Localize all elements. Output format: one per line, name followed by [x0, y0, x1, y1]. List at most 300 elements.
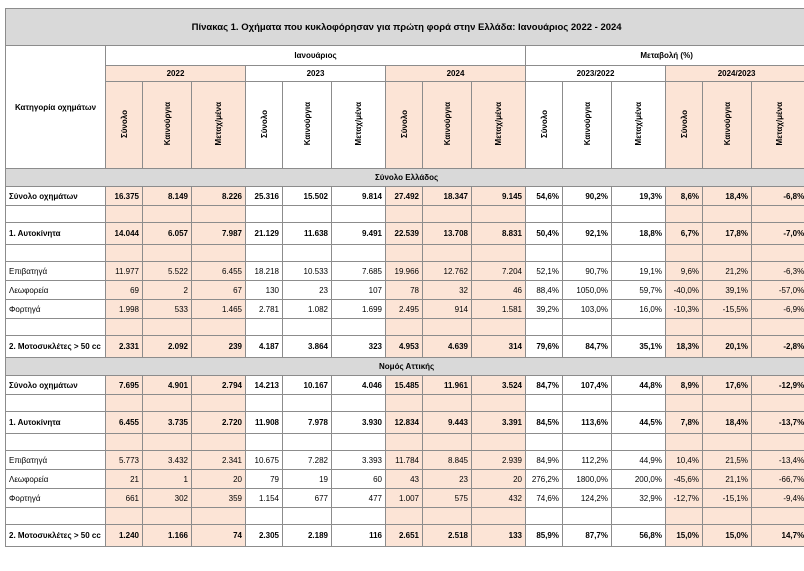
- empty-cell: [752, 395, 804, 412]
- empty-cell: [192, 319, 246, 336]
- value-cell: 2.651: [386, 525, 423, 547]
- value-cell: 116: [332, 525, 386, 547]
- value-cell: 3.432: [143, 451, 192, 470]
- empty-cell: [752, 434, 804, 451]
- value-cell: 4.901: [143, 376, 192, 395]
- value-cell: 11.908: [246, 412, 283, 434]
- value-cell: 130: [246, 281, 283, 300]
- value-cell: 20: [472, 470, 526, 489]
- change-header-2024-2023: 2024/2023: [666, 66, 804, 82]
- empty-cell: [106, 434, 143, 451]
- empty-cell: [106, 319, 143, 336]
- row-label: 1. Αυτοκίνητα: [6, 412, 106, 434]
- empty-cell: [526, 395, 563, 412]
- vehicle-registrations-table-sheet: [5, 8, 804, 547]
- value-cell: -40,0%: [666, 281, 703, 300]
- subheader-used-2024: [472, 82, 526, 169]
- table-row: [6, 451, 804, 470]
- empty-cell: [332, 245, 386, 262]
- value-cell: 200,0%: [612, 470, 666, 489]
- subheader-new-2023: [283, 82, 332, 169]
- value-cell: 3.391: [472, 412, 526, 434]
- row-label: Σύνολο οχημάτων: [6, 376, 106, 395]
- empty-cell: [752, 508, 804, 525]
- subheader-label: Σύνολο: [399, 109, 409, 139]
- empty-cell: [246, 395, 283, 412]
- value-cell: 88,4%: [526, 281, 563, 300]
- value-cell: -7,0%: [752, 223, 804, 245]
- value-cell: 4.953: [386, 336, 423, 358]
- empty-cell: [106, 508, 143, 525]
- value-cell: 2.189: [283, 525, 332, 547]
- change-header-2023-2022: 2023/2022: [526, 66, 666, 82]
- value-cell: 87,7%: [563, 525, 612, 547]
- value-cell: 477: [332, 489, 386, 508]
- subheader-total-change-2024-2023: [666, 82, 703, 169]
- empty-cell: [106, 395, 143, 412]
- value-cell: 2: [143, 281, 192, 300]
- section-header: Νομός Αττικής: [6, 358, 804, 376]
- spacer-row: [6, 395, 804, 412]
- empty-cell: [612, 508, 666, 525]
- subheader-total-2023: [246, 82, 283, 169]
- value-cell: 10,4%: [666, 451, 703, 470]
- empty-cell: [143, 206, 192, 223]
- empty-cell: [386, 508, 423, 525]
- subheader-new-change-2024-2023: [703, 82, 752, 169]
- value-cell: 54,6%: [526, 187, 563, 206]
- value-cell: 276,2%: [526, 470, 563, 489]
- spacer-row: [6, 206, 804, 223]
- value-cell: 60: [332, 470, 386, 489]
- value-cell: -10,3%: [666, 300, 703, 319]
- value-cell: 19,3%: [612, 187, 666, 206]
- value-cell: 11.961: [423, 376, 472, 395]
- empty-cell: [612, 319, 666, 336]
- table-row: [6, 281, 804, 300]
- value-cell: 90,7%: [563, 262, 612, 281]
- empty-cell: [423, 395, 472, 412]
- subheader-new-2024: [423, 82, 472, 169]
- subheader-used-change-2023-2022: [612, 82, 666, 169]
- year-header-2024: 2024: [386, 66, 526, 82]
- subheader-label: Καινούργια: [722, 102, 732, 146]
- empty-cell: [283, 434, 332, 451]
- value-cell: 17,8%: [703, 223, 752, 245]
- value-cell: 9.443: [423, 412, 472, 434]
- value-cell: 84,9%: [526, 451, 563, 470]
- row-label: 2. Μοτοσυκλέτες > 50 cc: [6, 525, 106, 547]
- empty-cell: [246, 245, 283, 262]
- empty-cell: [526, 319, 563, 336]
- empty-cell: [563, 319, 612, 336]
- value-cell: 2.781: [246, 300, 283, 319]
- subheader-label: Καινούργια: [582, 102, 592, 146]
- value-cell: 2.495: [386, 300, 423, 319]
- value-cell: 11.638: [283, 223, 332, 245]
- value-cell: 6.455: [192, 262, 246, 281]
- table-row: [6, 525, 804, 547]
- empty-cell: [752, 319, 804, 336]
- table-row: [6, 262, 804, 281]
- value-cell: 2.518: [423, 525, 472, 547]
- empty-cell: [332, 508, 386, 525]
- empty-cell: [332, 206, 386, 223]
- empty-cell: [612, 395, 666, 412]
- empty-cell: [423, 245, 472, 262]
- value-cell: 8,6%: [666, 187, 703, 206]
- value-cell: 3.735: [143, 412, 192, 434]
- table-row: [6, 336, 804, 358]
- year-header-2023: 2023: [246, 66, 386, 82]
- empty-cell: [703, 245, 752, 262]
- subheader-used-2023: [332, 82, 386, 169]
- value-cell: 3.393: [332, 451, 386, 470]
- empty-cell: [246, 319, 283, 336]
- empty-cell: [666, 319, 703, 336]
- empty-cell: [666, 206, 703, 223]
- value-cell: 15,0%: [666, 525, 703, 547]
- value-cell: 69: [106, 281, 143, 300]
- value-cell: 2.720: [192, 412, 246, 434]
- value-cell: 124,2%: [563, 489, 612, 508]
- value-cell: 10.533: [283, 262, 332, 281]
- value-cell: -12,9%: [752, 376, 804, 395]
- empty-cell: [752, 206, 804, 223]
- empty-cell: [283, 319, 332, 336]
- value-cell: 1.166: [143, 525, 192, 547]
- table-row: [6, 187, 804, 206]
- value-cell: 5.773: [106, 451, 143, 470]
- subheader-label: Σύνολο: [679, 109, 689, 139]
- value-cell: 17,6%: [703, 376, 752, 395]
- value-cell: 90,2%: [563, 187, 612, 206]
- empty-cell: [106, 245, 143, 262]
- value-cell: 314: [472, 336, 526, 358]
- value-cell: 1: [143, 470, 192, 489]
- value-cell: -45,6%: [666, 470, 703, 489]
- empty-cell: [666, 245, 703, 262]
- value-cell: 84,7%: [526, 376, 563, 395]
- value-cell: -9,4%: [752, 489, 804, 508]
- empty-cell: [612, 434, 666, 451]
- value-cell: 7,8%: [666, 412, 703, 434]
- value-cell: 11.977: [106, 262, 143, 281]
- value-cell: 74: [192, 525, 246, 547]
- value-cell: 6.455: [106, 412, 143, 434]
- value-cell: 78: [386, 281, 423, 300]
- value-cell: 23: [423, 470, 472, 489]
- year-header-2022: 2022: [106, 66, 246, 82]
- value-cell: 9.814: [332, 187, 386, 206]
- empty-cell: [703, 508, 752, 525]
- value-cell: 44,8%: [612, 376, 666, 395]
- vehicle-registrations-table: [5, 8, 804, 547]
- table-row: [6, 300, 804, 319]
- value-cell: 2.092: [143, 336, 192, 358]
- value-cell: 14.044: [106, 223, 143, 245]
- value-cell: 21,2%: [703, 262, 752, 281]
- row-label: Φορτηγά: [6, 489, 106, 508]
- empty-cell: [386, 395, 423, 412]
- value-cell: 10.675: [246, 451, 283, 470]
- value-cell: 7.282: [283, 451, 332, 470]
- subheader-label: Καινούργια: [442, 102, 452, 146]
- row-label: Λεωφορεία: [6, 470, 106, 489]
- table-row: [6, 470, 804, 489]
- value-cell: 12.834: [386, 412, 423, 434]
- spacer-row: [6, 245, 804, 262]
- value-cell: 1.581: [472, 300, 526, 319]
- table-row: [6, 223, 804, 245]
- empty-cell: [386, 319, 423, 336]
- row-label: 2. Μοτοσυκλέτες > 50 cc: [6, 336, 106, 358]
- subheader-used-2022: [192, 82, 246, 169]
- value-cell: 2.794: [192, 376, 246, 395]
- value-cell: 14.213: [246, 376, 283, 395]
- value-cell: 84,7%: [563, 336, 612, 358]
- value-cell: -13,4%: [752, 451, 804, 470]
- empty-cell: [386, 434, 423, 451]
- empty-cell: [472, 395, 526, 412]
- empty-cell: [6, 508, 106, 525]
- empty-cell: [472, 206, 526, 223]
- empty-cell: [526, 245, 563, 262]
- subheader-total-2022: [106, 82, 143, 169]
- value-cell: 18.218: [246, 262, 283, 281]
- empty-cell: [612, 245, 666, 262]
- value-cell: 7.987: [192, 223, 246, 245]
- empty-cell: [666, 434, 703, 451]
- value-cell: 1.699: [332, 300, 386, 319]
- value-cell: 103,0%: [563, 300, 612, 319]
- value-cell: 21: [106, 470, 143, 489]
- value-cell: 21.129: [246, 223, 283, 245]
- value-cell: 20,1%: [703, 336, 752, 358]
- value-cell: 20: [192, 470, 246, 489]
- value-cell: 85,9%: [526, 525, 563, 547]
- empty-cell: [192, 245, 246, 262]
- value-cell: 18,3%: [666, 336, 703, 358]
- empty-cell: [666, 508, 703, 525]
- value-cell: 12.762: [423, 262, 472, 281]
- value-cell: 113,6%: [563, 412, 612, 434]
- subheader-label: Καινούργια: [302, 102, 312, 146]
- value-cell: -66,7%: [752, 470, 804, 489]
- value-cell: 107: [332, 281, 386, 300]
- value-cell: 133: [472, 525, 526, 547]
- value-cell: 43: [386, 470, 423, 489]
- value-cell: 18,4%: [703, 412, 752, 434]
- empty-cell: [143, 245, 192, 262]
- value-cell: 9.491: [332, 223, 386, 245]
- empty-cell: [472, 434, 526, 451]
- value-cell: 8.149: [143, 187, 192, 206]
- value-cell: 44,5%: [612, 412, 666, 434]
- value-cell: 1.082: [283, 300, 332, 319]
- subheader-label: Μεταχ/μένα: [634, 102, 643, 146]
- value-cell: 1.240: [106, 525, 143, 547]
- value-cell: 1.465: [192, 300, 246, 319]
- value-cell: 18.347: [423, 187, 472, 206]
- value-cell: 67: [192, 281, 246, 300]
- value-cell: 18,8%: [612, 223, 666, 245]
- empty-cell: [563, 508, 612, 525]
- value-cell: 44,9%: [612, 451, 666, 470]
- value-cell: -6,9%: [752, 300, 804, 319]
- empty-cell: [423, 206, 472, 223]
- value-cell: 19,1%: [612, 262, 666, 281]
- value-cell: 35,1%: [612, 336, 666, 358]
- value-cell: 11.784: [386, 451, 423, 470]
- empty-cell: [472, 245, 526, 262]
- value-cell: 15,0%: [703, 525, 752, 547]
- empty-cell: [143, 434, 192, 451]
- value-cell: 1.998: [106, 300, 143, 319]
- empty-cell: [192, 434, 246, 451]
- value-cell: -15,5%: [703, 300, 752, 319]
- empty-cell: [283, 508, 332, 525]
- value-cell: 2.939: [472, 451, 526, 470]
- table-row: [6, 489, 804, 508]
- value-cell: 15.485: [386, 376, 423, 395]
- subheader-label: Μεταχ/μένα: [494, 102, 503, 146]
- empty-cell: [246, 508, 283, 525]
- value-cell: 56,8%: [612, 525, 666, 547]
- change-header: Μεταβολή (%): [526, 46, 804, 66]
- subheader-label: Μεταχ/μένα: [214, 102, 223, 146]
- value-cell: 79: [246, 470, 283, 489]
- empty-cell: [143, 508, 192, 525]
- table-row: [6, 412, 804, 434]
- value-cell: 39,2%: [526, 300, 563, 319]
- empty-cell: [386, 206, 423, 223]
- value-cell: 6,7%: [666, 223, 703, 245]
- value-cell: 2.341: [192, 451, 246, 470]
- subheader-total-2024: [386, 82, 423, 169]
- value-cell: 19.966: [386, 262, 423, 281]
- value-cell: 32,9%: [612, 489, 666, 508]
- empty-cell: [332, 434, 386, 451]
- empty-cell: [472, 319, 526, 336]
- value-cell: 16.375: [106, 187, 143, 206]
- value-cell: 359: [192, 489, 246, 508]
- value-cell: 4.639: [423, 336, 472, 358]
- category-header: Κατηγορία οχημάτων: [6, 46, 106, 169]
- value-cell: 432: [472, 489, 526, 508]
- value-cell: 9,6%: [666, 262, 703, 281]
- empty-cell: [6, 319, 106, 336]
- row-label: Φορτηγά: [6, 300, 106, 319]
- table-row: [6, 376, 804, 395]
- value-cell: 8.226: [192, 187, 246, 206]
- empty-cell: [143, 319, 192, 336]
- value-cell: 27.492: [386, 187, 423, 206]
- subheader-label: Μεταχ/μένα: [775, 102, 785, 146]
- value-cell: 7.204: [472, 262, 526, 281]
- subheader-label: Μεταχ/μένα: [354, 102, 363, 146]
- value-cell: 50,4%: [526, 223, 563, 245]
- empty-cell: [283, 245, 332, 262]
- value-cell: 52,1%: [526, 262, 563, 281]
- subheader-label: Σύνολο: [119, 109, 129, 139]
- value-cell: 10.167: [283, 376, 332, 395]
- value-cell: 92,1%: [563, 223, 612, 245]
- empty-cell: [563, 245, 612, 262]
- value-cell: 3.930: [332, 412, 386, 434]
- empty-cell: [526, 206, 563, 223]
- empty-cell: [246, 434, 283, 451]
- january-header: Ιανουάριος: [106, 46, 526, 66]
- value-cell: 23: [283, 281, 332, 300]
- value-cell: 8,9%: [666, 376, 703, 395]
- row-label: 1. Αυτοκίνητα: [6, 223, 106, 245]
- subheader-label: Καινούργια: [162, 102, 172, 146]
- value-cell: 1.154: [246, 489, 283, 508]
- section-header: Σύνολο Ελλάδος: [6, 169, 804, 187]
- value-cell: 3.524: [472, 376, 526, 395]
- subheader-label: Σύνολο: [539, 109, 549, 139]
- empty-cell: [283, 206, 332, 223]
- empty-cell: [472, 508, 526, 525]
- value-cell: 18,4%: [703, 187, 752, 206]
- value-cell: -15,1%: [703, 489, 752, 508]
- value-cell: 22.539: [386, 223, 423, 245]
- value-cell: 302: [143, 489, 192, 508]
- value-cell: 3.864: [283, 336, 332, 358]
- value-cell: 9.145: [472, 187, 526, 206]
- value-cell: 14,7%: [752, 525, 804, 547]
- empty-cell: [106, 206, 143, 223]
- empty-cell: [6, 434, 106, 451]
- empty-cell: [192, 395, 246, 412]
- empty-cell: [6, 395, 106, 412]
- empty-cell: [703, 434, 752, 451]
- value-cell: 575: [423, 489, 472, 508]
- row-label: Επιβατηγά: [6, 451, 106, 470]
- value-cell: -6,8%: [752, 187, 804, 206]
- value-cell: 107,4%: [563, 376, 612, 395]
- empty-cell: [752, 245, 804, 262]
- value-cell: 1.007: [386, 489, 423, 508]
- empty-cell: [332, 319, 386, 336]
- empty-cell: [246, 206, 283, 223]
- empty-cell: [563, 434, 612, 451]
- value-cell: 7.695: [106, 376, 143, 395]
- value-cell: 2.305: [246, 525, 283, 547]
- spacer-row: [6, 434, 804, 451]
- empty-cell: [703, 206, 752, 223]
- value-cell: 5.522: [143, 262, 192, 281]
- value-cell: 7.685: [332, 262, 386, 281]
- value-cell: 8.831: [472, 223, 526, 245]
- subheader-new-change-2023-2022: [563, 82, 612, 169]
- empty-cell: [143, 395, 192, 412]
- row-label: Λεωφορεία: [6, 281, 106, 300]
- spacer-row: [6, 319, 804, 336]
- value-cell: 6.057: [143, 223, 192, 245]
- value-cell: 1800,0%: [563, 470, 612, 489]
- empty-cell: [563, 395, 612, 412]
- table-title: Πίνακας 1. Οχήματα που κυκλοφόρησαν για πρώτη φορά στην Ελλάδα: Ιανουάριος 2022 - 2024: [6, 9, 804, 46]
- empty-cell: [612, 206, 666, 223]
- empty-cell: [283, 395, 332, 412]
- value-cell: 74,6%: [526, 489, 563, 508]
- value-cell: 4.187: [246, 336, 283, 358]
- value-cell: 13.708: [423, 223, 472, 245]
- value-cell: -6,3%: [752, 262, 804, 281]
- subheader-label: Σύνολο: [259, 109, 269, 139]
